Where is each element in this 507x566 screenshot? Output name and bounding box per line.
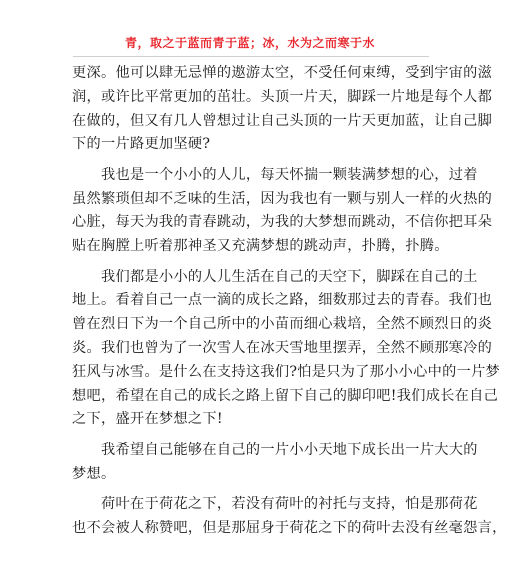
text-line: 也不会被人称赞吧，但是那屈身于荷花之下的荷叶去没有丝毫怨言，	[72, 519, 507, 536]
text-line: 梦想。	[72, 465, 116, 482]
paragraph-spacing	[72, 259, 430, 266]
text-line: 我们都是小小的人儿生活在自己的天空下，脚踩在自己的土	[101, 268, 478, 285]
paragraph	[72, 62, 493, 157]
paragraph	[72, 266, 501, 433]
paragraph-spacing	[72, 157, 430, 164]
text-line: 心脏，每天为我的青春跳动，为我的大梦想而跳动，不信你把耳朵	[72, 214, 493, 231]
document-body	[72, 62, 507, 541]
text-line: 荷叶在于荷花之下，若没有荷叶的衬托与支持，怕是那荷花	[101, 495, 478, 512]
text-line: 想吧，希望在自己的成长之路上留下自己的脚印吧!我们成长在自己	[72, 387, 499, 404]
text-line: 我希望自己能够在自己的一片小小天地下成长出一片大大的	[101, 441, 478, 458]
paragraph	[72, 493, 507, 541]
text-line: 我也是一个小小的人儿，每天怀揣一颗装满梦想的心，过着	[101, 166, 478, 183]
text-line: 润，或许比平常更加的茁壮。头顶一片天，脚踩一片地是每个人都	[72, 88, 493, 105]
text-line: 曾在烈日下为一个自己所中的小苗而细心栽培，全然不顾烈日的炎	[72, 316, 493, 333]
paragraph-spacing	[72, 486, 430, 493]
text-line: 炎。我们也曾为了一次雪人在冰天雪地里摆弄，全然不顾那寒冷的	[72, 339, 493, 356]
text-line: 下的一片路更加坚硬?	[72, 136, 211, 153]
text-line: 虽然繁琐但却不乏味的生活，因为我也有一颗与别人一样的火热的	[72, 190, 493, 207]
header-divider	[73, 56, 429, 57]
paragraph	[72, 439, 478, 487]
text-line: 贴在胸膛上听着那神圣又充满梦想的跳动声，扑腾，扑腾。	[72, 238, 449, 255]
paragraph	[72, 164, 493, 259]
page-header-title: 青，取之于蓝而青于蓝；冰，水为之而寒于水	[124, 36, 375, 50]
text-line: 在做的，但又有几人曾想过让自己头顶的一片天更加蓝，让自己脚	[72, 112, 493, 129]
text-line: 地上。看着自己一点一滴的成长之路，细数那过去的青春。我们也	[72, 292, 493, 309]
paragraph-spacing	[72, 432, 430, 439]
text-line: 之下，盛开在梦想之下!	[72, 411, 223, 428]
text-line: 狂风与冰雪。是什么在支持这我们?怕是只为了那小小心中的一片梦	[72, 363, 501, 380]
text-line: 更深。他可以肆无忌惮的遨游太空，不受任何束缚，受到宇宙的滋	[72, 65, 493, 81]
